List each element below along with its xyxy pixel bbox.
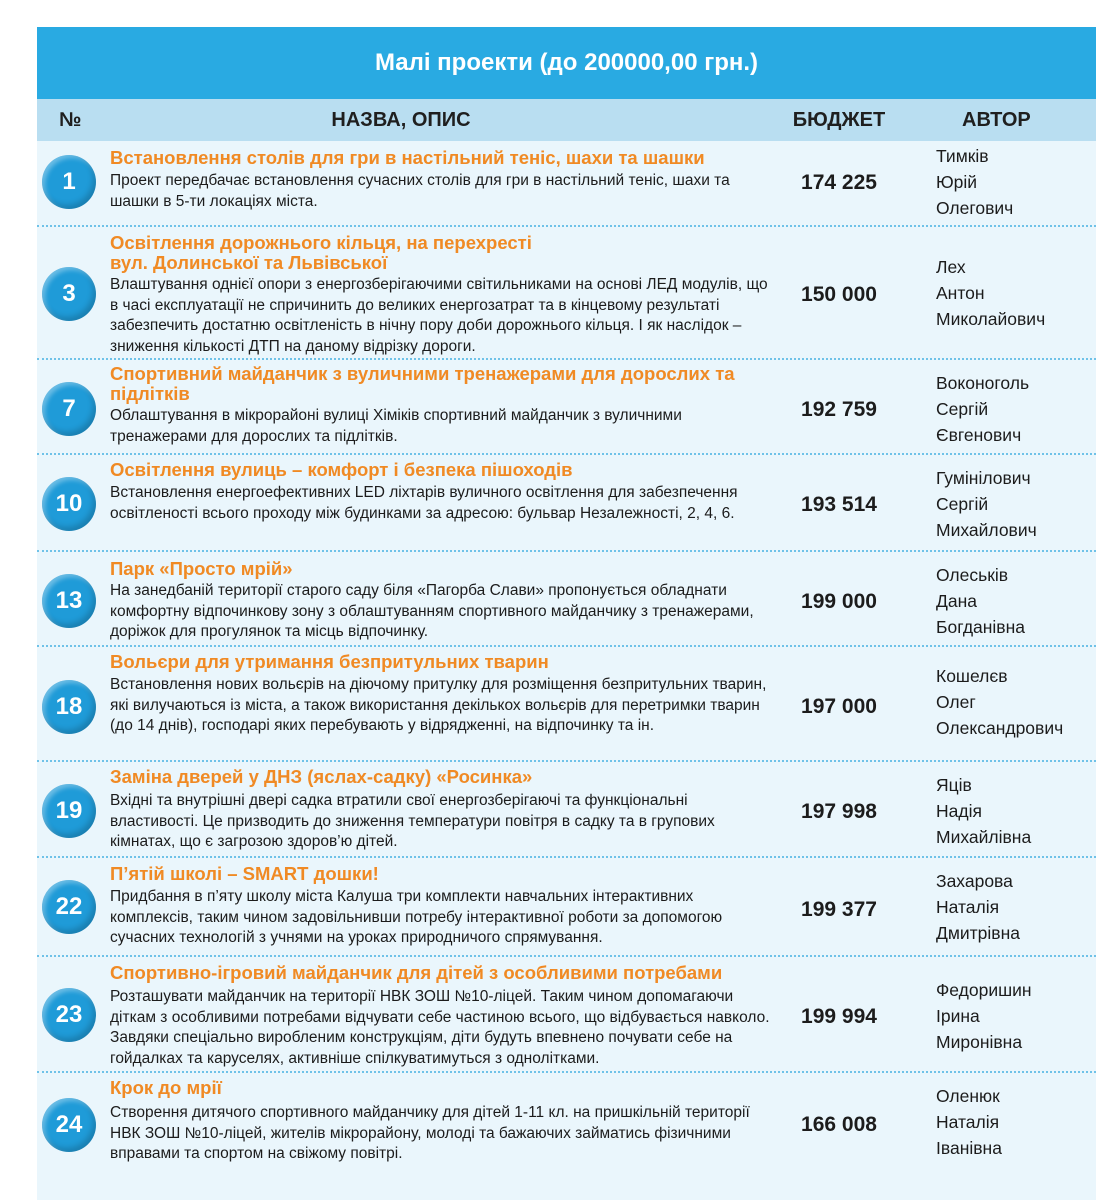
author-surname: Оленюк (936, 1086, 1000, 1106)
table-row (37, 227, 1096, 360)
author-surname: Воконоголь (936, 373, 1030, 393)
table-row (37, 858, 1096, 957)
column-header-number: № (59, 109, 82, 131)
column-header-budget: БЮДЖЕТ (792, 109, 886, 131)
table-title-bar (37, 27, 1096, 99)
project-title: Освітлення дорожнього кільця, на перехресті вул. Долинської та Львівської (110, 232, 532, 273)
project-budget: 193 514 (801, 493, 877, 516)
author-patronymic: Олегович (936, 198, 1014, 218)
project-title: Спортивний майданчик з вуличними тренажерами для дорослих та підлітків (110, 363, 735, 404)
project-budget: 197 998 (801, 800, 877, 823)
author-first-name: Сергій (936, 399, 989, 419)
column-header-author: АВТОР (962, 109, 1031, 131)
table-row (37, 647, 1096, 762)
project-number-badge: 1 (42, 155, 96, 209)
author-surname: Лех (936, 257, 966, 277)
table-row (37, 455, 1096, 552)
column-header-row (37, 99, 1096, 141)
project-title: Парк «Просто мрій» (110, 558, 293, 579)
project-title: Заміна дверей у ДНЗ (яслах-садку) «Росинка» (110, 766, 533, 787)
project-title: П’ятій школі – SMART дошки! (110, 863, 379, 884)
author-surname: Олеськів (936, 565, 1009, 585)
author-first-name: Олег (936, 692, 976, 712)
table-row (37, 552, 1096, 647)
author-first-name: Юрій (936, 172, 978, 192)
author-patronymic: Євгенович (936, 425, 1022, 445)
project-number-badge: 19 (42, 784, 96, 838)
project-description: Встановлення нових вольєрів на діючому притулку для розміщення безпритульних тварин, які вилучаються із міста, а також використання декількох вольєрів для перетримки тварин (до 14 днів), господарі яких перебувають у відрядженні, на відпочинку та ін. (110, 676, 767, 734)
author-patronymic: Іванівна (936, 1138, 1002, 1158)
project-description: Облаштування в мікрорайоні вулиці Хіміків спортивний майданчик з вуличними тренажерами для дорослих та підлітків. (110, 407, 682, 445)
table-title: Малі проекти (до 200000,00 грн.) (374, 49, 759, 76)
project-budget: 199 994 (801, 1005, 877, 1028)
project-title: Спортивно-ігровий майданчик для дітей з особливими потребами (110, 962, 723, 983)
author-first-name: Сергій (936, 494, 989, 514)
author-first-name: Дана (936, 591, 977, 611)
column-header-name: НАЗВА, ОПИС (331, 109, 471, 131)
project-description: На занедбаній території старого саду біля «Пагорба Слави» пропонується обладнати комфортну відпочинкову зону з облаштуванням спортивного майданчику з тренажерами, доріжок для прогулянок та місць відпочинку. (110, 582, 754, 640)
project-description: Влаштування однієї опори з енергозберігаючими світильниками на основі ЛЕД модулів, що в часі експлуатації не спричинить до великих енергозатрат та в кінцевому результаті забезпечить достатню освітленість в нічну пору доби дорожнього кільця. І як наслідок – зниження кількості ДТП на даному відрізку дороги. (110, 276, 768, 355)
project-title: Крок до мрії (110, 1077, 222, 1098)
project-description: Придбання в п’яту школу міста Калуша три комплекти навчальних інтерактивних комплексів, таким чином задовільнивши потребу інтерактивної роботи за допомогою сучасних технологій з учнями на уроках природничого спрямування. (110, 888, 723, 946)
table-row (37, 360, 1096, 455)
project-budget: 192 759 (801, 398, 877, 421)
project-number-badge: 18 (42, 680, 96, 734)
author-patronymic: Богданівна (936, 617, 1026, 637)
project-budget: 197 000 (801, 695, 877, 718)
author-patronymic: Михайлович (936, 520, 1037, 540)
table-row (37, 1073, 1096, 1200)
author-first-name: Надія (936, 801, 982, 821)
project-number-badge: 10 (42, 477, 96, 531)
author-patronymic: Миколайович (936, 309, 1046, 329)
project-budget: 150 000 (801, 283, 877, 306)
project-budget: 174 225 (801, 171, 877, 194)
project-budget: 199 000 (801, 590, 877, 613)
project-number-badge: 3 (42, 267, 96, 321)
project-number-badge: 7 (42, 382, 96, 436)
project-description: Встановлення енергоефективних LED ліхтарів вуличного освітлення для забезпечення освітленості всього проходу між будинками за адресою: бульвар Незалежності, 2, 4, 6. (110, 484, 738, 522)
table-row (37, 141, 1096, 227)
table-row (37, 957, 1096, 1073)
author-surname: Захарова (936, 871, 1013, 891)
project-budget: 166 008 (801, 1113, 877, 1136)
author-first-name: Наталія (936, 1112, 1000, 1132)
author-surname: Кошелєв (936, 666, 1008, 686)
project-description: Створення дитячого спортивного майданчику для дітей 1-11 кл. на пришкільній території НВК ЗОШ №10-ліцей, жителів мікрорайону, молоді та бажаючих займатись фізичними вправами та спортом на свіжому повітрі. (110, 1104, 750, 1162)
author-surname: Гумінілович (936, 468, 1031, 488)
project-number-badge: 24 (42, 1098, 96, 1152)
project-title: Встановлення столів для гри в настільний теніс, шахи та шашки (110, 147, 705, 168)
author-surname: Федоришин (936, 980, 1032, 1000)
projects-table (37, 27, 1096, 1200)
project-budget: 199 377 (801, 898, 877, 921)
author-first-name: Наталія (936, 897, 1000, 917)
project-number-badge: 23 (42, 988, 96, 1042)
project-title: Освітлення вулиць – комфорт і безпека пішоходів (110, 459, 573, 480)
project-description: Проект передбачає встановлення сучасних столів для гри в настільний теніс, шахи та шашки в 5-ти локаціях міста. (110, 172, 730, 210)
project-title: Вольєри для утримання безпритульних тварин (110, 651, 549, 672)
project-number-badge: 13 (42, 574, 96, 628)
author-patronymic: Миронівна (936, 1032, 1023, 1052)
table-row (37, 762, 1096, 858)
author-first-name: Антон (936, 283, 985, 303)
author-surname: Яців (936, 775, 972, 795)
author-patronymic: Олександрович (936, 718, 1064, 738)
project-description: Розташувати майданчик на території НВК ЗОШ №10-ліцей. Таким чином допомагаючи діткам з особливими потребами відчувати себе частиною всього, що відбувається навколо. Завдяки спеціально виробленим конструкціям, діти будуть впевнено почувати себе на гойдалках та каруселях, активніше спілкуватимуться з однолітками. (110, 988, 770, 1067)
author-patronymic: Михайлівна (936, 827, 1032, 847)
author-surname: Тимків (936, 146, 989, 166)
author-first-name: Ірина (936, 1006, 980, 1026)
project-number-badge: 22 (42, 880, 96, 934)
author-patronymic: Дмитрівна (936, 923, 1020, 943)
project-description: Вхідні та внутрішні двері садка втратили свої енергозберігаючі та функціональні властивості. Це призводить до зниження температури повітря в садку та в групових кімнатах, що є загрозою здоров’ю дітей. (110, 792, 715, 850)
